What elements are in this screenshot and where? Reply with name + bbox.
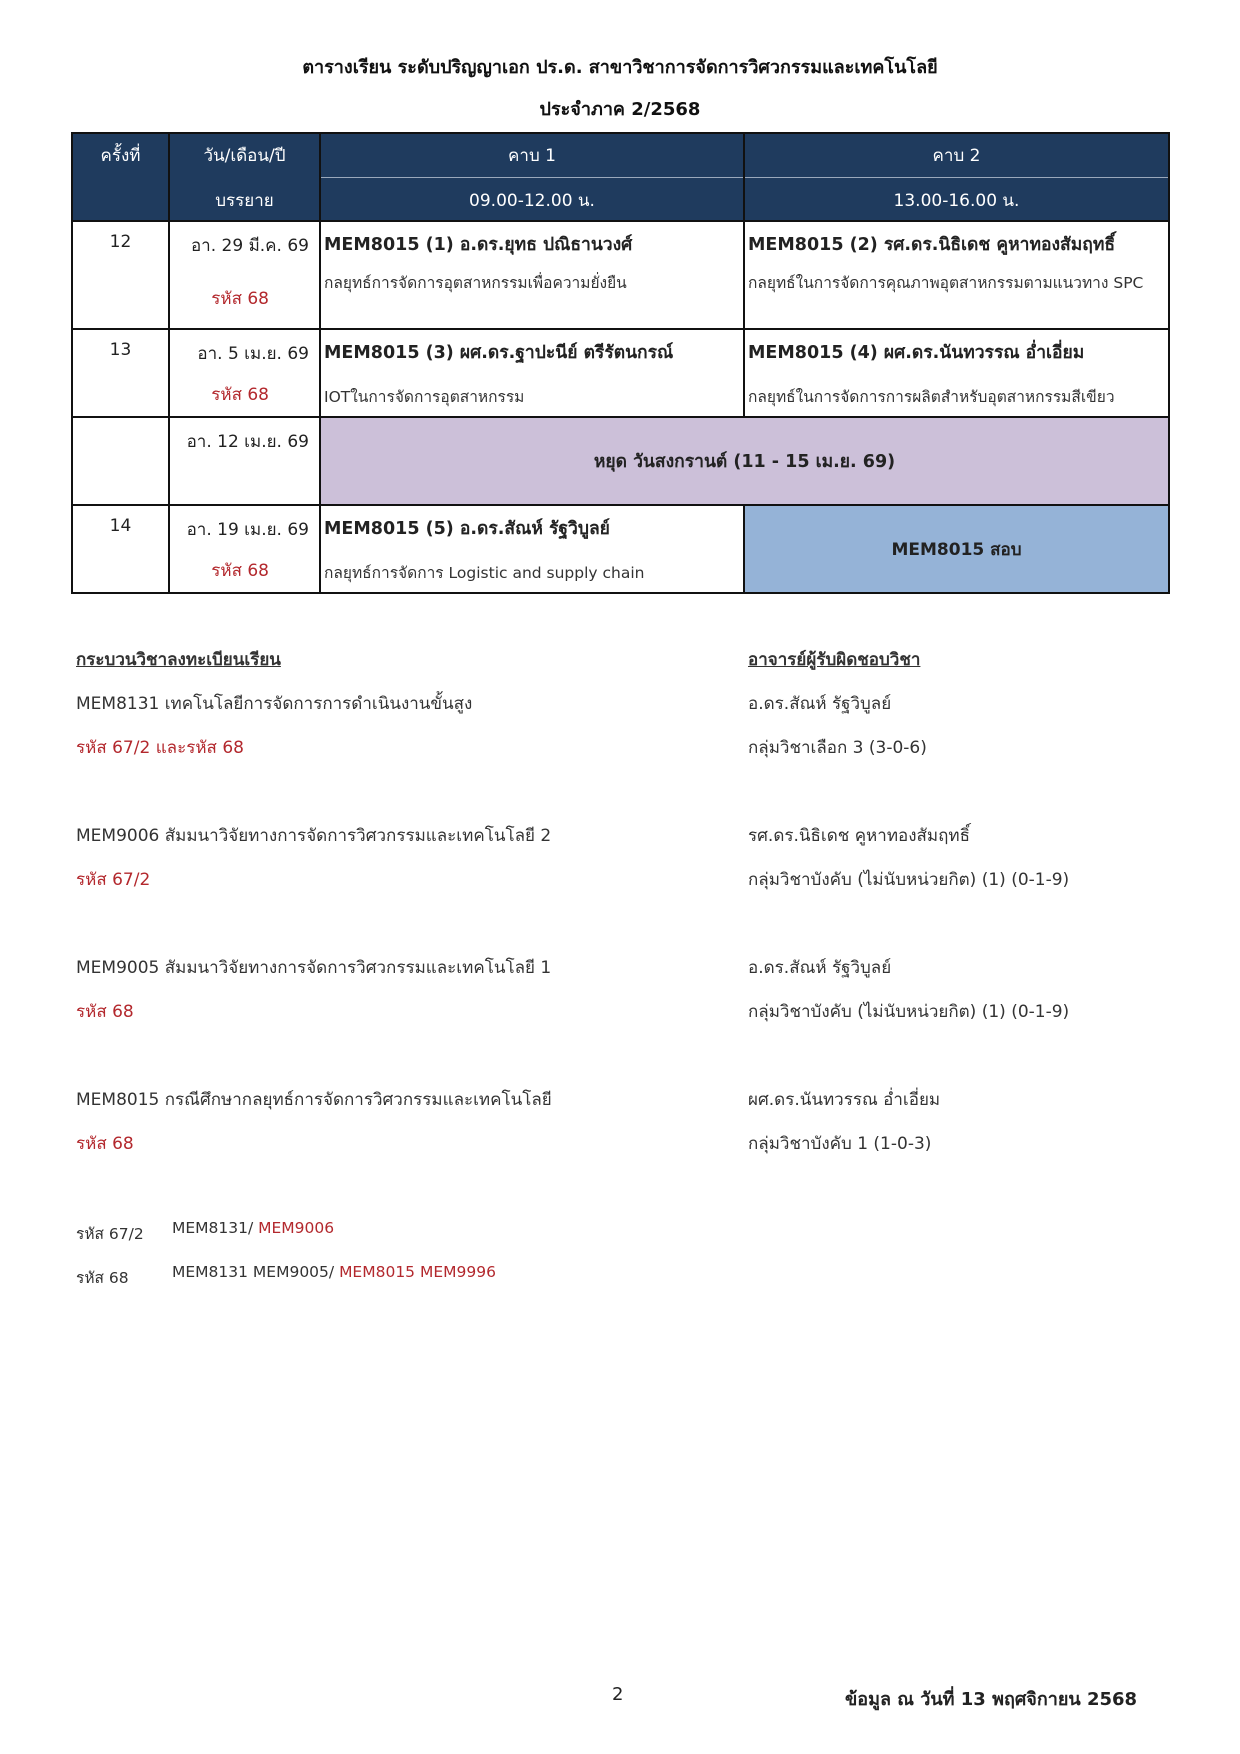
course-instructor: อ.ดร.สัณห์ รัฐวิบูลย์ [748,694,892,714]
summary-courses: MEM8131/ MEM9006 [172,1219,335,1237]
course-group: กลุ่มวิชาบังคับ (ไม่นับหน่วยกิต) (1) (0-1-9) [748,1002,1070,1022]
course-group: กลุ่มวิชาเลือก 3 (3-0-6) [748,738,927,758]
lecturer: MEM8015 (2) รศ.ดร.นิธิเดช คูหาทองสัมฤทธิ์ [748,235,1116,255]
course-codes: รหัส 68 [76,1134,134,1154]
course-name: MEM8131 เทคโนโลยีการจัดการการดำเนินงานขั้นสูง [76,694,473,714]
header-session-no: ครั้งที่ [72,133,169,221]
course-name: MEM9006 สัมมนาวิจัยทางการจัดการวิศวกรรมและเทคโนโลยี 2 [76,826,552,846]
topic: IOTในการจัดการอุตสาหกรรม [324,388,525,406]
summary-label: รหัส 68 [76,1269,129,1287]
exam-cell: MEM8015 สอบ [744,505,1169,593]
course-codes: รหัส 68 [76,1002,134,1022]
period-2-cell [744,221,1169,329]
lecturer: MEM8015 (1) อ.ดร.ยุทธ ปณิธานวงศ์ [324,235,633,255]
course-instructor: รศ.ดร.นิธิเดช คูหาทองสัมฤทธิ์ [748,826,970,846]
session-no: 12 [72,221,169,329]
session-no [72,417,169,505]
lecturer: MEM8015 (5) อ.ดร.สัณห์ รัฐวิบูลย์ [324,519,610,539]
session-date: อา. 12 เม.ย. 69 [169,417,320,505]
semester-subtitle: ประจำภาค 2/2568 [539,99,701,120]
period-1-cell [320,329,744,417]
course-name: MEM8015 กรณีศึกษากลยุทธ์การจัดการวิศวกรรมและเทคโนโลยี [76,1090,552,1110]
topic: กลยุทธ์การจัดการ Logistic and supply chain [324,564,645,582]
cohort-code: รหัส 68 [211,385,269,405]
session-date: อา. 5 เม.ย. 69 รหัส 68 [169,329,320,417]
topic: กลยุทธ์การจัดการอุตสาหกรรมเพื่อความยั่งยืน [324,274,627,292]
registered-courses-heading: กระบวนวิชาลงทะเบียนเรียน [76,650,281,670]
period-1-cell [320,221,744,329]
course-group: กลุ่มวิชาบังคับ (ไม่นับหน่วยกิต) (1) (0-1-9) [748,870,1070,890]
period-2-cell [744,329,1169,417]
course-name: MEM9005 สัมมนาวิจัยทางการจัดการวิศวกรรมและเทคโนโลยี 1 [76,958,552,978]
lecturer: MEM8015 (4) ผศ.ดร.นันทวรรณ อ่ำเอี่ยม [748,343,1085,363]
header-period-1: คาบ 1 09.00-12.00 น. [320,133,744,221]
holiday-banner: หยุด วันสงกรานต์ (11 - 15 เม.ย. 69) [320,417,1169,505]
table-row [72,221,1169,329]
cohort-code: รหัส 68 [211,561,269,581]
lecturer: MEM8015 (3) ผศ.ดร.ฐาปะนีย์ ตรีรัตนกรณ์ [324,343,674,363]
header-period-2: คาบ 2 13.00-16.00 น. [744,133,1169,221]
course-group: กลุ่มวิชาบังคับ 1 (1-0-3) [748,1134,932,1154]
table-row [72,329,1169,417]
table-row [72,505,1169,593]
session-no: 14 [72,505,169,593]
session-no: 13 [72,329,169,417]
course-instructor: อ.ดร.สัณห์ รัฐวิบูลย์ [748,958,892,978]
period-1-cell [320,505,744,593]
cohort-code: รหัส 68 [211,289,269,309]
summary-label: รหัส 67/2 [76,1225,144,1243]
topic: กลยุทธ์ในการจัดการการผลิตสำหรับอุตสาหกรรมสีเขียว [748,388,1115,406]
course-instructor: ผศ.ดร.นันทวรรณ อ่ำเอี่ยม [748,1090,941,1110]
instructors-heading: อาจารย์ผู้รับผิดชอบวิชา [748,650,921,670]
session-date: อา. 19 เม.ย. 69 รหัส 68 [169,505,320,593]
table-header-row [72,133,1169,221]
page-number: 2 [612,1684,624,1705]
session-date: อา. 29 มี.ค. 69 รหัส 68 [169,221,320,329]
course-codes: รหัส 67/2 [76,870,151,890]
page-title: ตารางเรียน ระดับปริญญาเอก ปร.ด. สาขาวิชาการจัดการวิศวกรรมและเทคโนโลยี [302,57,938,78]
topic: กลยุทธ์ในการจัดการคุณภาพอุตสาหกรรมตามแนวทาง SPC [748,274,1144,292]
header-date: วัน/เดือน/ปี บรรยาย [169,133,320,221]
table-row [72,417,1169,505]
data-as-of-date: ข้อมูล ณ วันที่ 13 พฤศจิกายน 2568 [845,1689,1138,1710]
course-codes: รหัส 67/2 และรหัส 68 [76,738,244,758]
schedule-table [71,132,1170,594]
summary-courses: MEM8131 MEM9005/ MEM8015 MEM9996 [172,1263,496,1281]
